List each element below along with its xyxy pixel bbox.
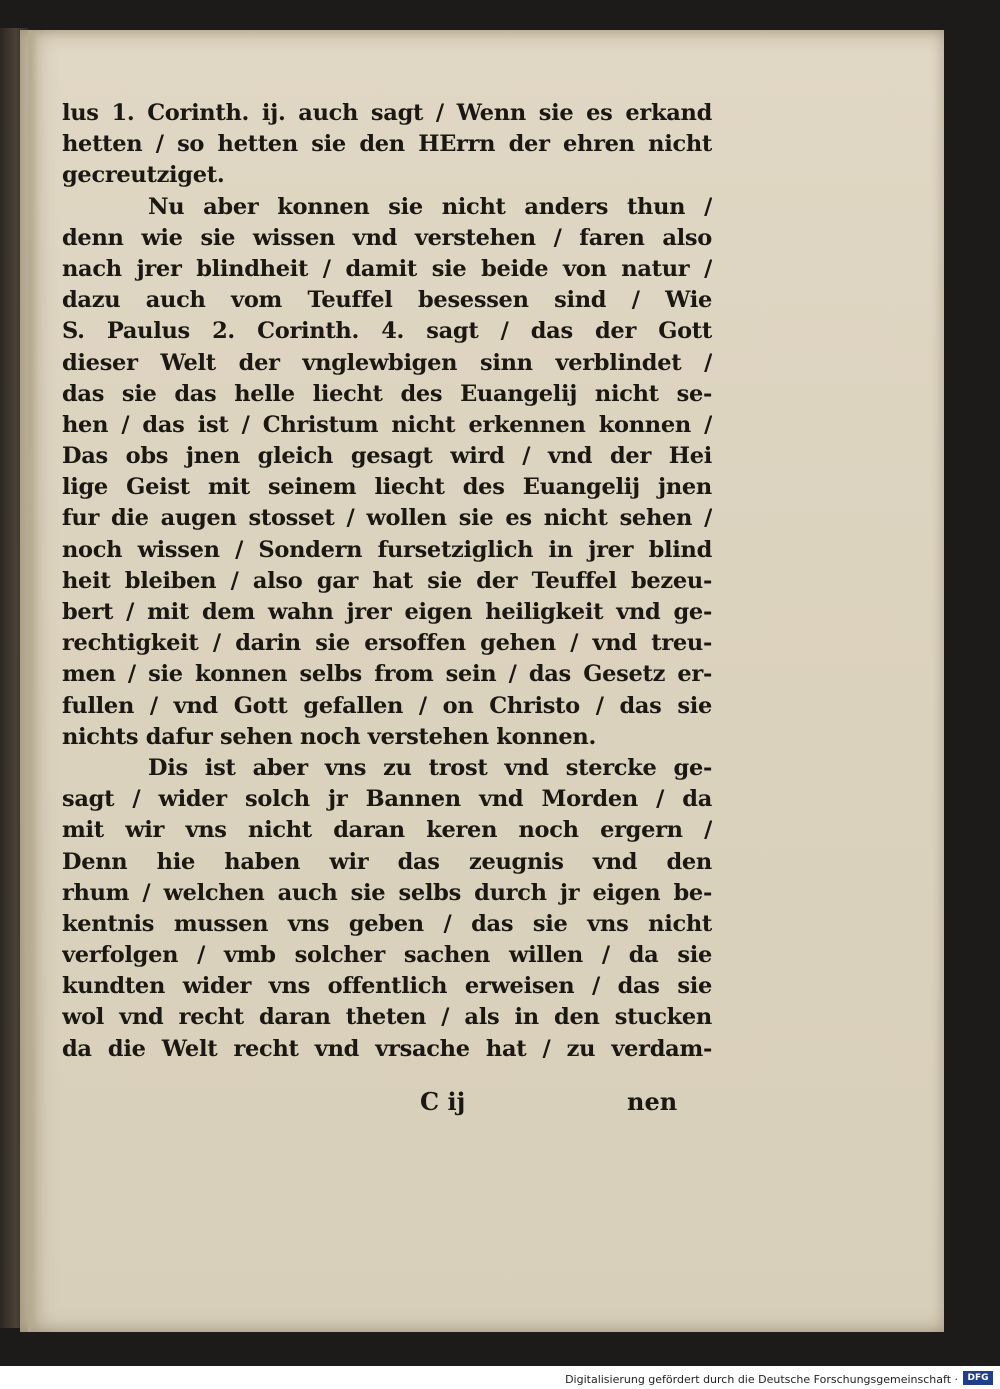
text-line-11: hen / das ist / Christum nicht erkennen konnen / — [62, 411, 712, 438]
text-line-8: S. Paulus 2. Corinth. 4. sagt / das der Gott — [62, 318, 712, 345]
text-line-14: fur die augen stosset / wollen sie es nicht sehen / — [62, 505, 712, 532]
text-line-2: hetten / so hetten sie den HErrn der ehren nicht — [62, 131, 712, 158]
text-line-7: dazu auch vom Teuffel besessen sind / Wie — [62, 287, 712, 314]
text-line-16: heit bleiben / also gar hat sie der Teuffel bezeu- — [62, 567, 712, 594]
funding-credit: Digitalisierung gefördert durch die Deutsche Forschungsgemeinschaft · — [565, 1373, 958, 1386]
text-line-12: Das obs jnen gleich gesagt wird / vnd der Hei — [62, 443, 712, 470]
text-line-15: noch wissen / Sondern fursetziglich in jrer blind — [62, 536, 712, 563]
text-line-25: Denn hie haben wir das zeugnis vnd den — [62, 848, 712, 875]
text-line-31: da die Welt recht vnd vrsache hat / zu verdam- — [62, 1035, 712, 1062]
text-line-5: denn wie sie wissen vnd verstehen / faren also — [62, 224, 712, 251]
signature-mark: C ij — [420, 1087, 466, 1116]
text-line-1: lus 1. Corinth. ij. auch sagt / Wenn sie es erkand — [62, 100, 712, 126]
text-line-3: gecreutziget. — [62, 162, 225, 189]
text-line-18: rechtigkeit / darin sie ersoffen gehen / vnd treu- — [62, 630, 712, 657]
text-line-10: das sie das helle liecht des Euangelij nicht se- — [62, 380, 712, 407]
text-line-9: dieser Welt der vnglewbigen sinn verblindet / — [62, 349, 712, 376]
text-line-28: verfolgen / vmb solcher sachen willen / da sie — [62, 942, 712, 969]
text-line-17: bert / mit dem wahn jrer eigen heiligkeit vnd ge- — [62, 599, 712, 625]
text-line-21: nichts dafur sehen noch verstehen konnen. — [62, 723, 597, 750]
text-line-4: Nu aber konnen sie nicht anders thun / — [148, 193, 712, 220]
text-line-23: sagt / wider solch jr Bannen vnd Morden / da — [62, 786, 712, 813]
text-line-24: mit wir vns nicht daran keren noch ergern / — [62, 817, 712, 844]
text-line-13: lige Geist mit seinem liecht des Euangelij jnen — [62, 474, 712, 501]
text-line-19: men / sie konnen selbs from sein / das Gesetz er- — [62, 661, 712, 688]
catchword: nen — [627, 1087, 678, 1116]
text-line-22: Dis ist aber vns zu trost vnd stercke ge- — [148, 754, 712, 781]
text-line-29: kundten wider vns offentlich erweisen / das sie — [62, 973, 712, 1000]
text-line-6: nach jrer blindheit / damit sie beide von natur / — [62, 255, 712, 282]
text-line-20: fullen / vnd Gott gefallen / on Christo / das sie — [62, 692, 712, 719]
dfg-logo-icon: DFG — [963, 1371, 993, 1385]
page-gutter-shadow — [28, 30, 38, 1332]
page-text-block — [62, 98, 712, 1065]
text-line-26: rhum / welchen auch sie selbs durch jr eigen be- — [62, 879, 712, 906]
text-line-27: kentnis mussen vns geben / das sie vns nicht — [62, 910, 712, 937]
text-line-30: wol vnd recht daran theten / als in den stucken — [62, 1004, 712, 1031]
